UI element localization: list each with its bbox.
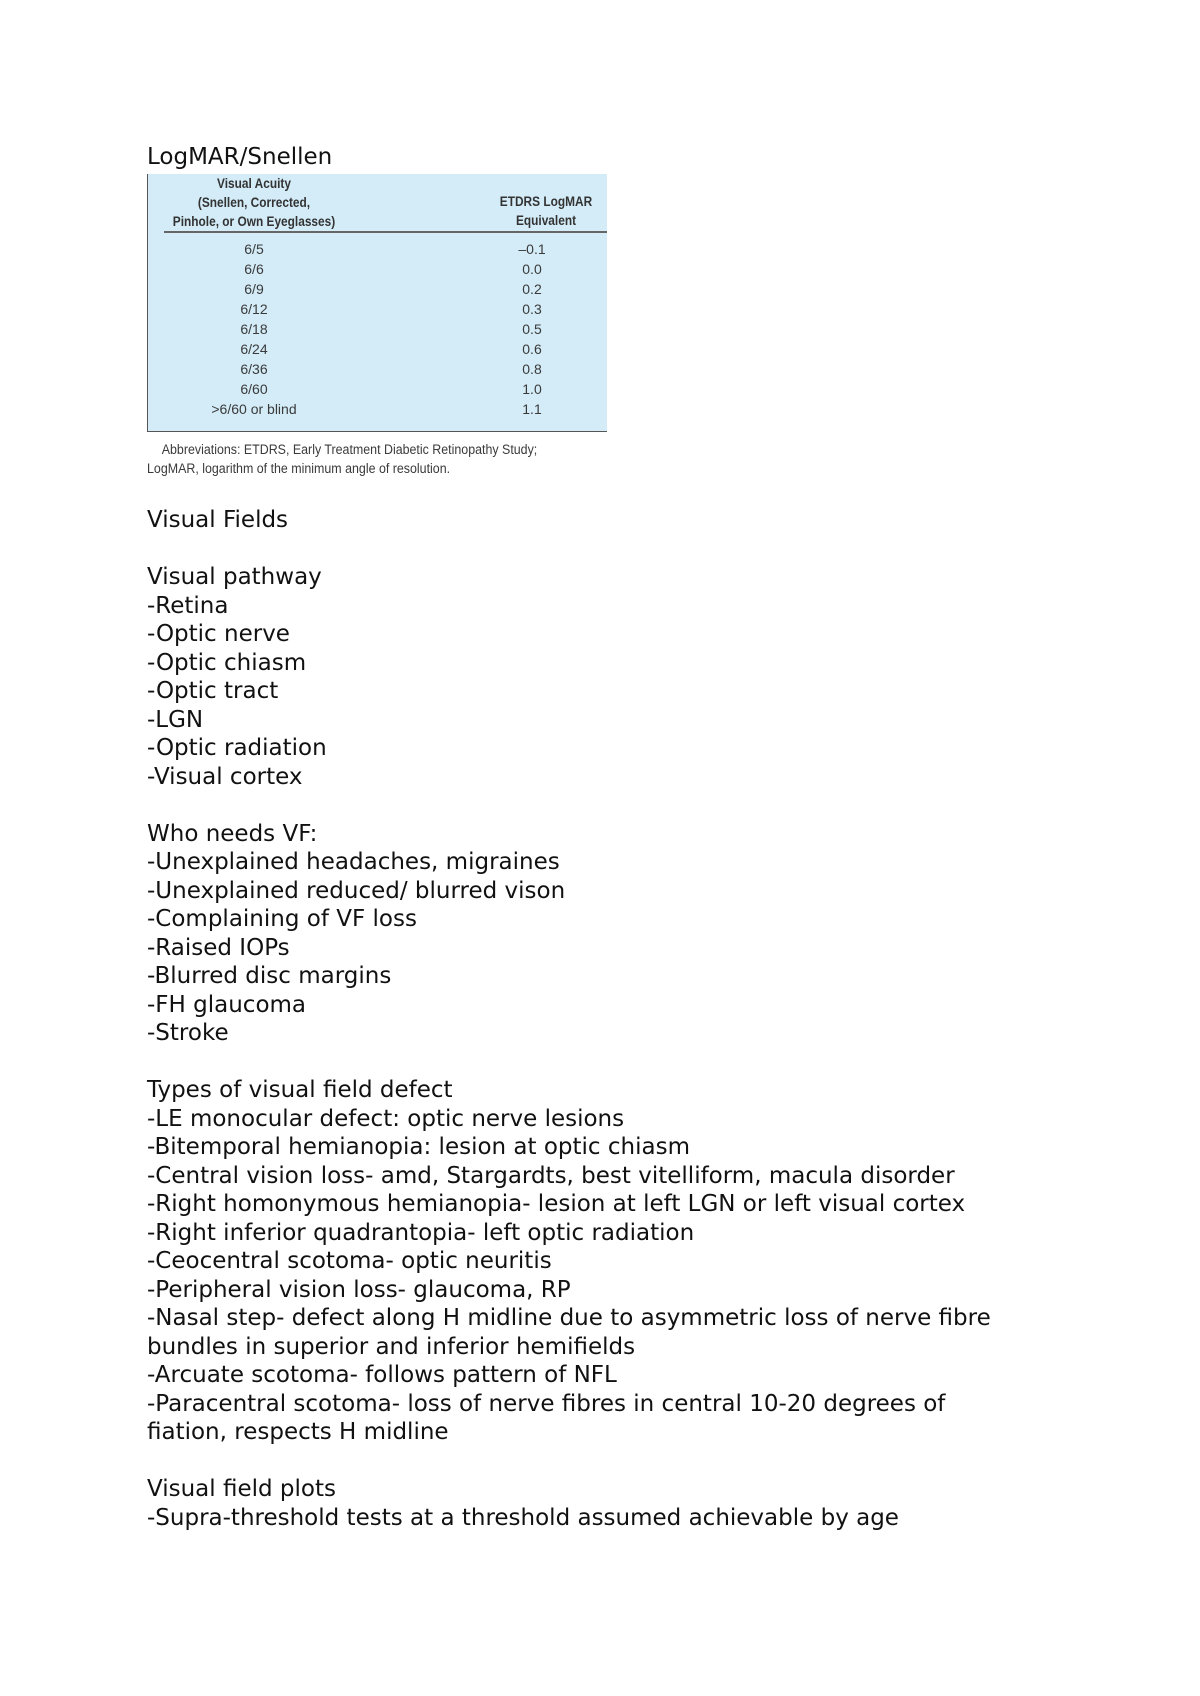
table-row [148, 259, 608, 279]
snellen-cell: 6/9 [244, 280, 264, 297]
text-line: -Peripheral vision loss- glaucoma, RP [147, 1276, 571, 1303]
snellen-cell: 6/12 [240, 300, 268, 317]
acuity-table [147, 174, 607, 432]
text-line: -Complaining of VF loss [147, 906, 417, 932]
text-line: -Raised IOPs [147, 934, 290, 961]
logmar-cell: 0.2 [522, 280, 542, 297]
text-line: Who needs VF: [147, 820, 318, 847]
snellen-cell: 6/6 [244, 260, 264, 277]
text-line: -Ceocentral scotoma- optic neuritis [147, 1248, 552, 1274]
blank-line [147, 535, 1147, 564]
column-header-visual-acuity: Visual Acuity (Snellen, Corrected, Pinhole, or Own Eyeglasses) [172, 175, 336, 229]
text-line: -Optic nerve [147, 621, 290, 647]
text-line: -Optic radiation [147, 735, 327, 761]
logmar-cell: 1.0 [522, 380, 542, 397]
text-line: -Arcuate scotoma- follows pattern of NFL [147, 1362, 617, 1388]
logmar-cell: 0.0 [522, 260, 542, 277]
text-line: -Retina [147, 592, 229, 619]
notes-body [147, 506, 1147, 1532]
snellen-cell: 6/60 [240, 380, 268, 397]
header-divider [164, 231, 607, 233]
text-line: -Unexplained headaches, migraines [147, 849, 560, 875]
table-row [148, 319, 608, 339]
table-row [148, 379, 608, 399]
text-line: -Supra-threshold tests at a threshold assumed achievable by age [147, 1504, 899, 1531]
text-line: Visual field plots [147, 1476, 336, 1502]
document-page [147, 143, 1147, 1532]
table-row [148, 299, 608, 319]
table-row [148, 279, 608, 299]
logmar-cell: 0.8 [522, 360, 542, 377]
text-line: bundles in superior and inferior hemifields [147, 1333, 636, 1360]
text-line: -FH glaucoma [147, 991, 307, 1018]
text-line: -Right inferior quadrantopia- left optic radiation [147, 1219, 695, 1246]
logmar-cell: 0.3 [522, 300, 542, 317]
logmar-cell: 0.6 [522, 340, 542, 357]
text-line: Visual pathway [147, 564, 322, 590]
snellen-cell: >6/60 or blind [211, 400, 297, 417]
snellen-cell: 6/5 [244, 240, 264, 257]
logmar-cell: 0.5 [522, 320, 542, 337]
text-line: -Bitemporal hemianopia: lesion at optic chiasm [147, 1134, 690, 1160]
blank-line [147, 1447, 1147, 1476]
text-line: -Unexplained reduced/ blurred vison [147, 877, 566, 904]
text-line: fiation, respects H midline [147, 1419, 449, 1445]
text-line: -Visual cortex [147, 763, 303, 790]
table-body [148, 239, 608, 419]
text-line: -LGN [147, 706, 204, 733]
table-row [148, 399, 608, 419]
table-row [148, 239, 608, 259]
acuity-conversion-figure [147, 174, 607, 478]
snellen-cell: 6/36 [240, 360, 268, 377]
text-line: Visual Fields [147, 507, 289, 533]
text-line: Types of visual field defect [147, 1077, 453, 1103]
text-line: -Blurred disc margins [147, 963, 392, 989]
snellen-cell: 6/24 [240, 340, 268, 357]
text-line: -Paracentral scotoma- loss of nerve fibres in central 10-20 degrees of [147, 1390, 946, 1417]
text-line: -Central vision loss- amd, Stargardts, best vitelliform, macula disorder [147, 1162, 955, 1189]
logmar-cell: –0.1 [518, 240, 546, 257]
logmar-cell: 1.1 [522, 400, 542, 417]
text-line: -Optic tract [147, 678, 279, 704]
blank-line [147, 1048, 1147, 1077]
column-header-logmar: ETDRS LogMAR Equivalent [499, 193, 593, 228]
spacer [147, 478, 1147, 507]
text-line: -Right homonymous hemianopia- lesion at left LGN or left visual cortex [147, 1191, 966, 1217]
table-row [148, 359, 608, 379]
table-row [148, 339, 608, 359]
text-line: -Nasal step- defect along H midline due to asymmetric loss of nerve fibre [147, 1305, 991, 1331]
snellen-cell: 6/18 [240, 320, 268, 337]
text-line: -Stroke [147, 1020, 229, 1046]
section-heading-logmar-snellen: LogMAR/Snellen [147, 144, 333, 170]
blank-line [147, 791, 1147, 820]
text-line: -LE monocular defect: optic nerve lesions [147, 1105, 625, 1132]
figure-caption: Abbreviations: ETDRS, Early Treatment Diabetic Retinopathy Study; LogMAR, logarithm of the minimum angle of resolution. [147, 441, 538, 476]
text-line: -Optic chiasm [147, 649, 307, 676]
